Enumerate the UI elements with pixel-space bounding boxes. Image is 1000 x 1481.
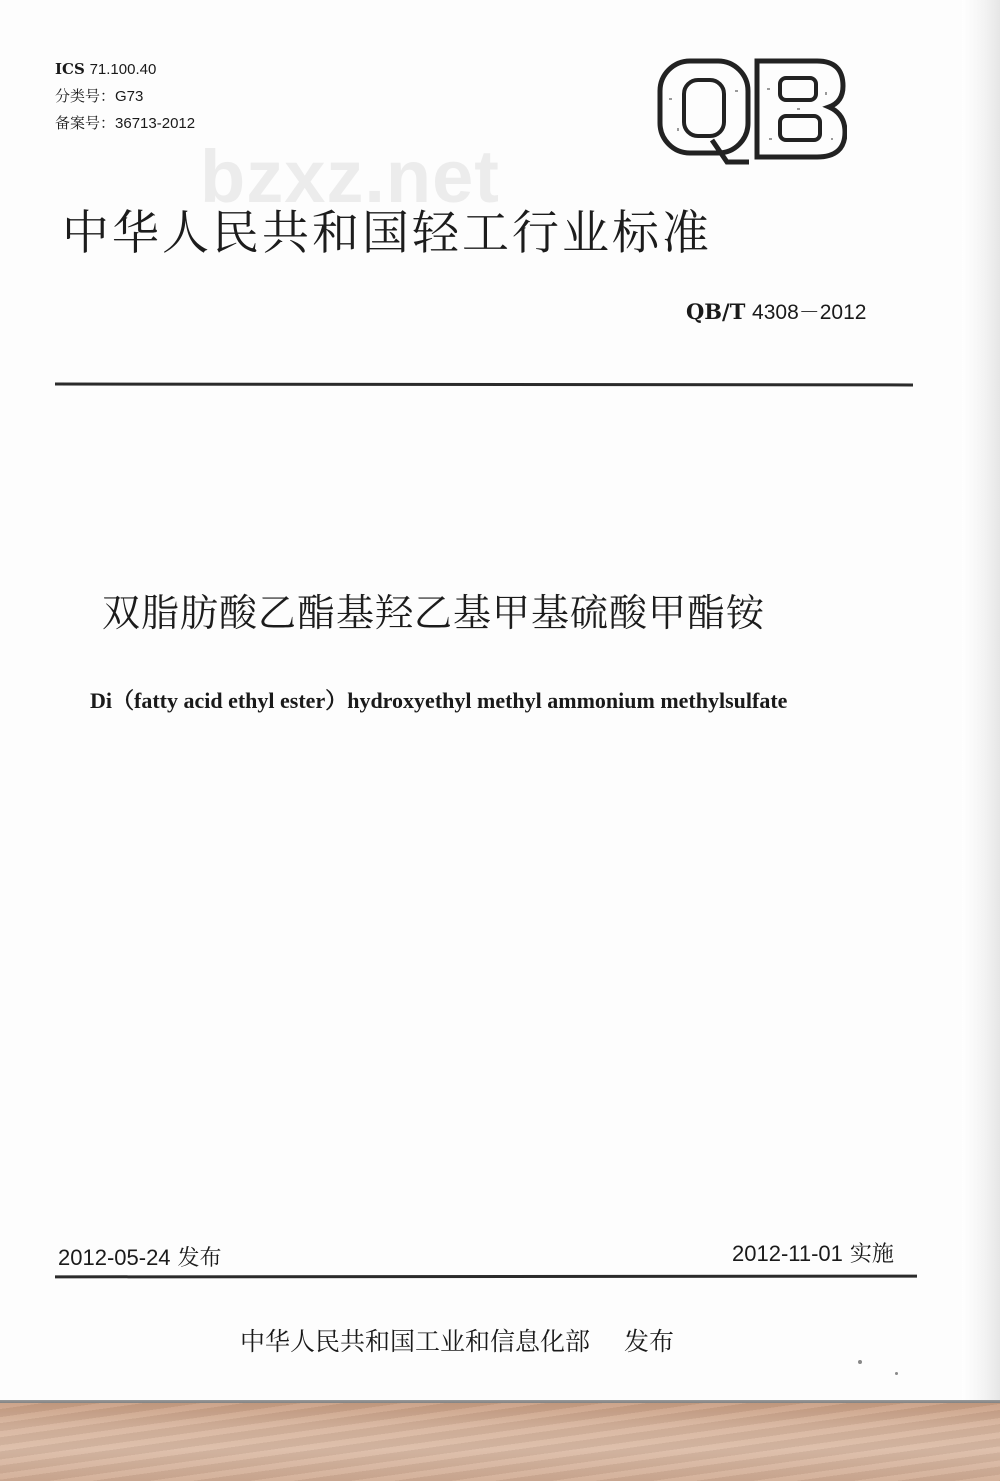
- speck: [895, 1372, 898, 1375]
- page-edge-shadow: [962, 0, 1000, 1403]
- record-value: 36713-2012: [115, 115, 196, 132]
- standard-code: 4308－2012: [752, 301, 867, 324]
- divider-bottom: [55, 1275, 917, 1279]
- qb-logo: [657, 58, 847, 166]
- effective-date-block: [732, 1237, 894, 1268]
- divider-top: [55, 383, 913, 387]
- document-title-cn: 双脂肪酸乙酯基羟乙基甲基硫酸甲酯铵: [102, 591, 766, 635]
- class-value: G73: [115, 88, 144, 105]
- effective-date: 2012-11-01: [732, 1241, 843, 1266]
- desk-surface: [0, 1403, 1000, 1481]
- record-line: [55, 110, 195, 137]
- issue-date-block: [58, 1241, 222, 1272]
- watermark: bzxz.net: [200, 135, 500, 218]
- issue-date: 2012-05-24: [58, 1245, 171, 1270]
- standard-prefix: QB/T: [686, 299, 746, 324]
- record-label: 备案号：: [55, 114, 116, 132]
- speck: [858, 1360, 862, 1364]
- meta-block: [55, 56, 195, 137]
- ics-value: 71.100.40: [89, 61, 157, 78]
- issue-label: 发布: [177, 1246, 222, 1271]
- ics-label: ICS: [55, 60, 85, 78]
- publisher-line: [240, 1322, 674, 1358]
- publisher-name: 中华人民共和国工业和信息化部: [240, 1327, 591, 1356]
- class-line: [55, 83, 195, 110]
- class-label: 分类号：: [55, 87, 116, 105]
- effective-label: 实施: [849, 1242, 894, 1267]
- standard-number: [686, 296, 866, 326]
- standard-category-title: 中华人民共和国轻工行业标准: [62, 206, 712, 261]
- publisher-tag: 发布: [624, 1327, 675, 1356]
- document-title-en: Di（fatty acid ethyl ester）hydroxyethyl methyl ammonium methylsulfate: [90, 688, 788, 713]
- ics-line: [55, 56, 195, 83]
